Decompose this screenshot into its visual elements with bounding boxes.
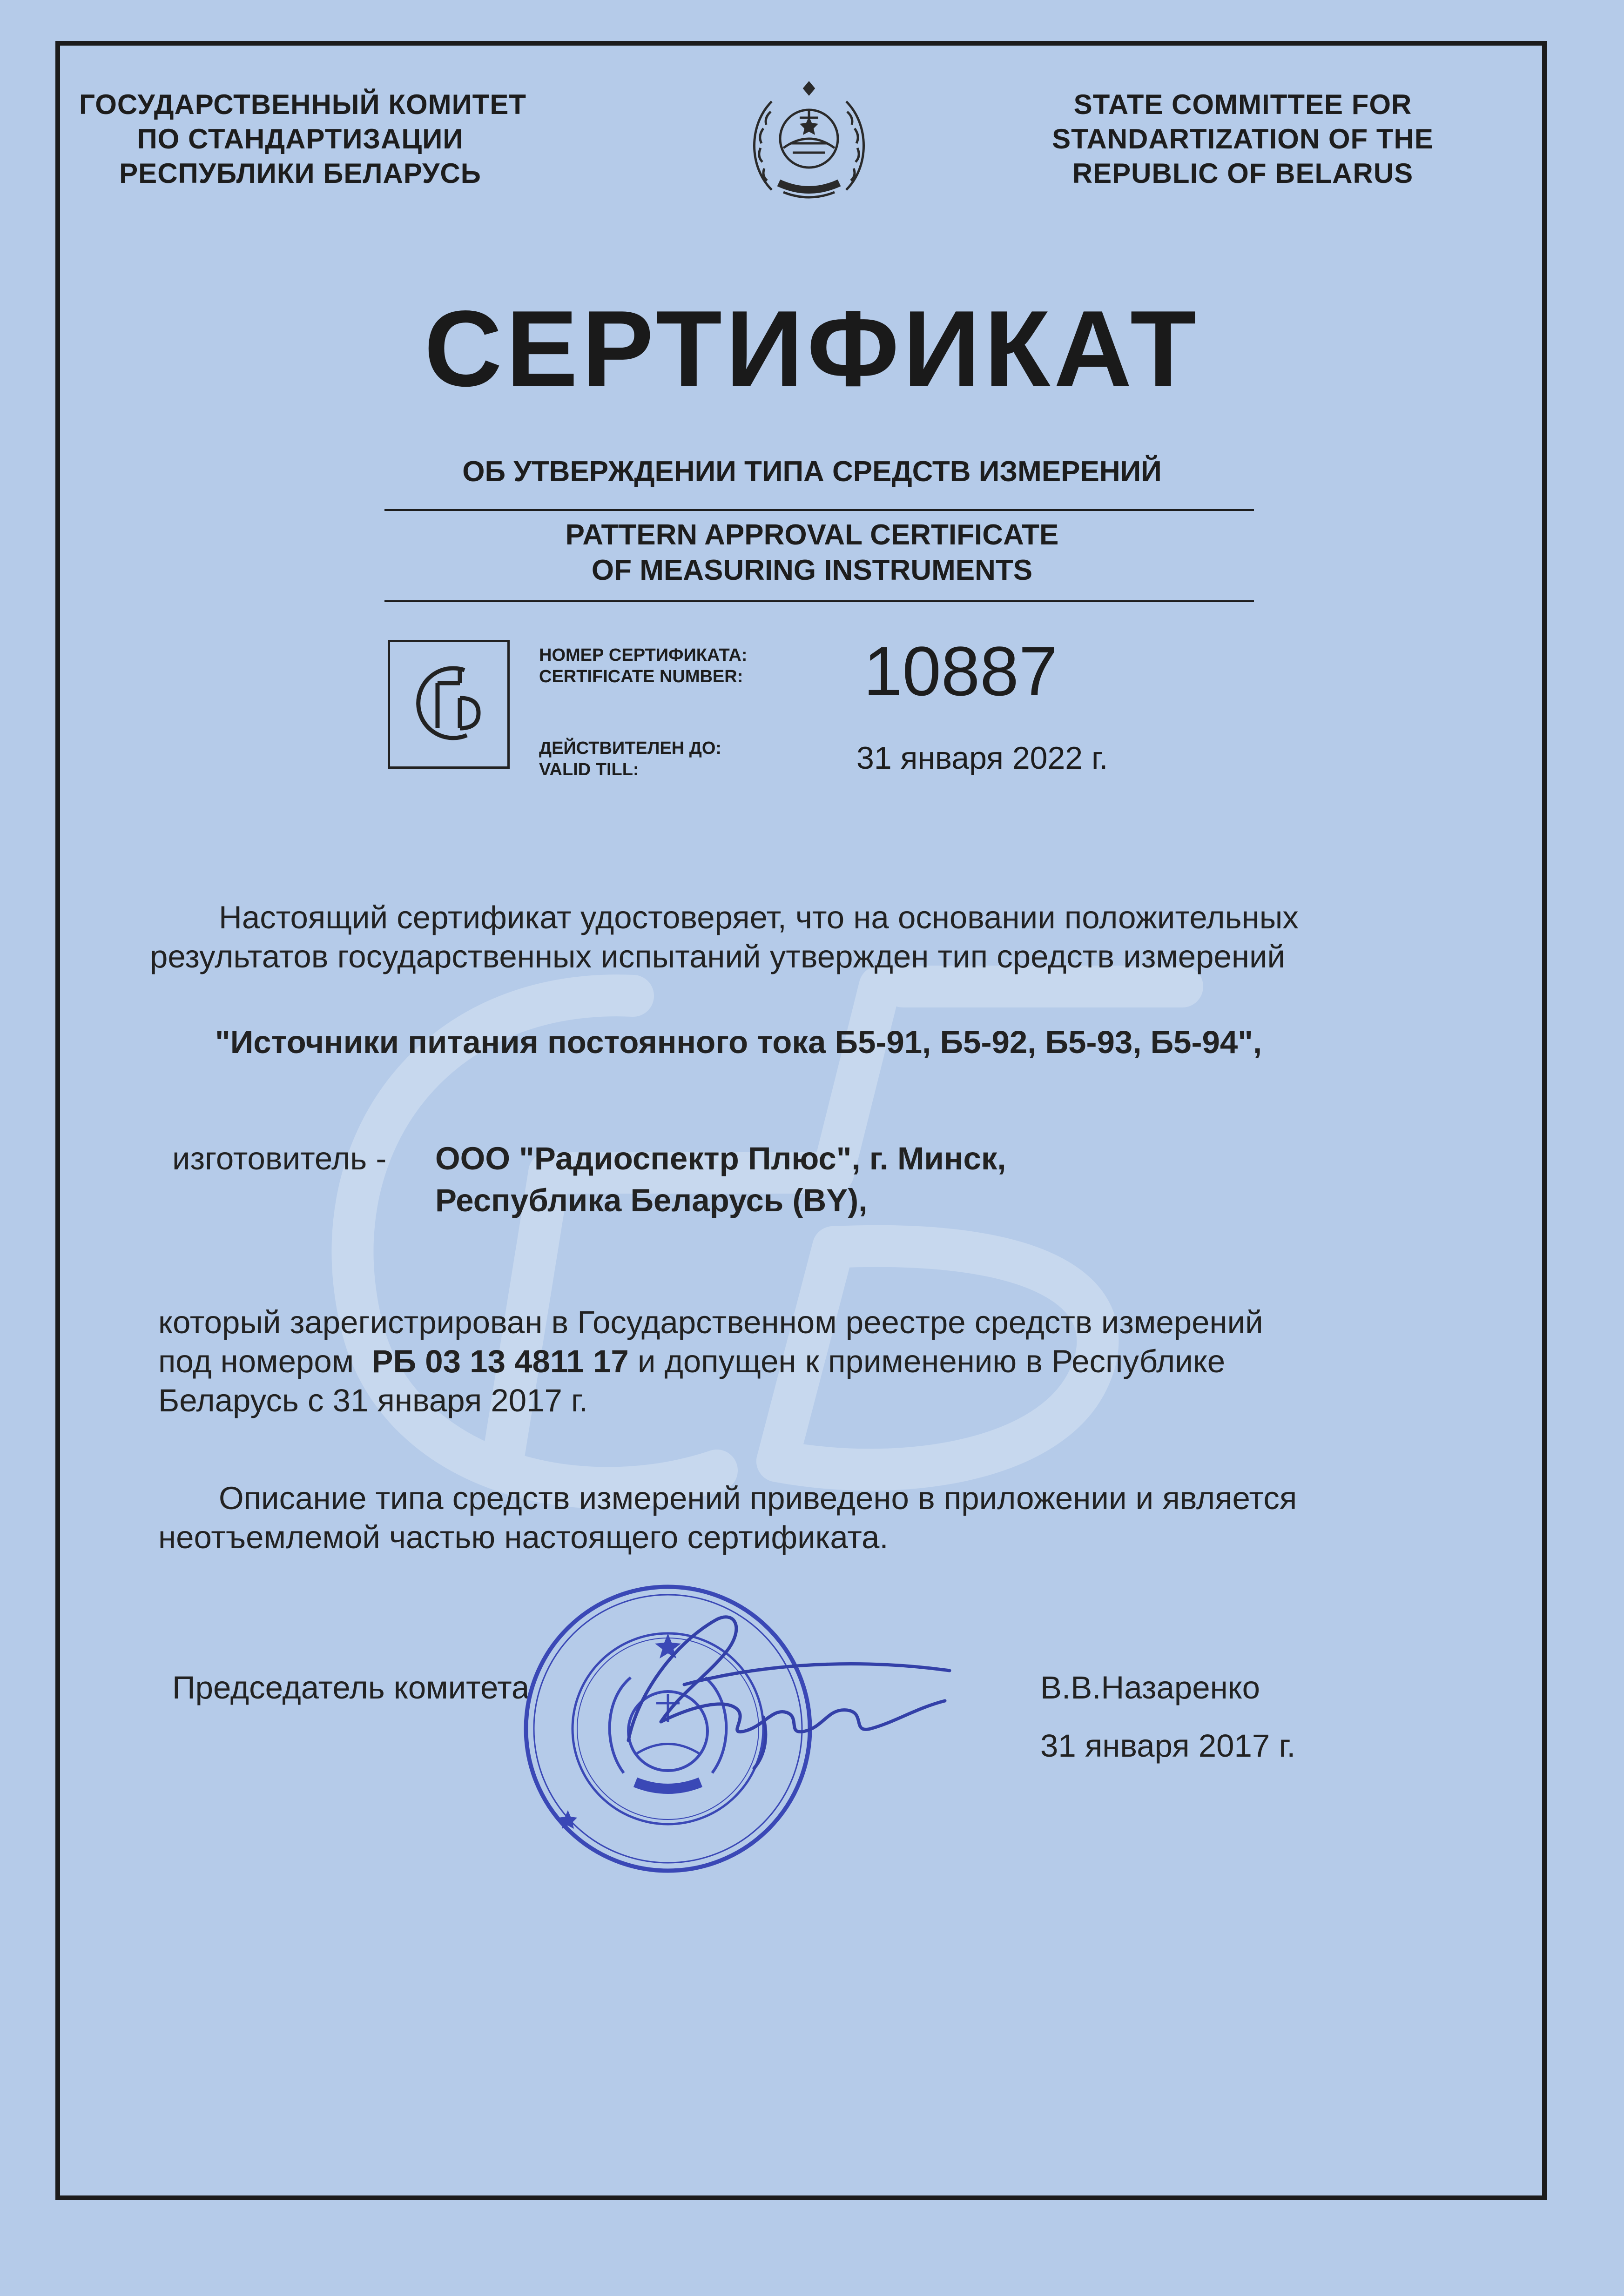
divider — [384, 509, 1254, 511]
intro-line: Настоящий сертификат удостоверяет, что на основании положительных — [219, 900, 1299, 935]
subtitle-en-line: OF MEASURING INSTRUMENTS — [591, 554, 1033, 586]
registry-number: РБ 03 13 4811 17 — [371, 1343, 629, 1379]
description-line: Описание типа средств измерений приведено в приложении и является — [219, 1480, 1297, 1516]
number-label-en: CERTIFICATE NUMBER: — [539, 667, 743, 686]
signatory-position: Председатель комитета — [172, 1670, 530, 1705]
header-ru-line: ПО СТАНДАРТИЗАЦИИ — [137, 123, 464, 154]
signature-date: 31 января 2017 г. — [1040, 1728, 1296, 1764]
page-title: СЕРТИФИКАТ — [424, 289, 1200, 409]
subtitle-en — [0, 517, 1624, 588]
header-en-line: REPUBLIC OF BELARUS — [1072, 158, 1414, 189]
description-line: неотъемлемой частью настоящего сертификата. — [158, 1519, 889, 1555]
handwritten-signature — [568, 1601, 987, 1778]
header-en-line: STATE COMMITTEE FOR — [1073, 89, 1412, 120]
gosstandart-logo-box — [388, 640, 510, 769]
registry-line: который зарегистрирован в Государственном реестре средств измерений — [158, 1304, 1263, 1340]
manufacturer-country: Республика Беларусь (BY), — [435, 1182, 868, 1218]
signatory-name: В.В.Назаренко — [1040, 1670, 1260, 1705]
registry-line — [158, 1342, 1225, 1381]
instrument-name: "Источники питания постоянного тока Б5-91, Б5-92, Б5-93, Б5-94", — [215, 1024, 1262, 1060]
header-en-line: STANDARTIZATION OF THE — [1052, 123, 1434, 154]
certificate-number-label — [539, 644, 747, 687]
valid-till-label — [539, 738, 721, 780]
subtitle-en-line: PATTERN APPROVAL CERTIFICATE — [565, 519, 1059, 551]
belarus-coat-of-arms-icon — [739, 74, 879, 213]
valid-label-en: VALID TILL: — [539, 760, 639, 779]
valid-label-ru: ДЕЙСТВИТЕЛЕН ДО: — [539, 738, 722, 758]
header-ru — [79, 87, 527, 191]
subtitle-ru: ОБ УТВЕРЖДЕНИИ ТИПА СРЕДСТВ ИЗМЕРЕНИЙ — [462, 456, 1162, 488]
manufacturer-name: ООО "Радиоспектр Плюс", г. Минск, — [435, 1141, 1006, 1176]
registry-suffix: и допущен к применению в Республике — [637, 1343, 1226, 1379]
divider — [384, 600, 1254, 602]
number-label-ru: НОМЕР СЕРТИФИКАТА: — [539, 645, 748, 665]
header-ru-line: ГОСУДАРСТВЕННЫЙ КОМИТЕТ — [79, 89, 527, 120]
intro-line: результатов государственных испытаний утвержден тип средств измерений — [150, 939, 1286, 974]
manufacturer-label: изготовитель - — [172, 1141, 387, 1176]
gosstandart-logo-icon — [390, 642, 507, 766]
header-en — [996, 87, 1489, 191]
header-ru-line: РЕСПУБЛИКИ БЕЛАРУСЬ — [119, 158, 481, 189]
certificate-number: 10887 — [863, 632, 1058, 710]
valid-till-date: 31 января 2022 г. — [856, 740, 1108, 776]
registry-prefix: под номером — [158, 1343, 354, 1379]
registry-line: Беларусь с 31 января 2017 г. — [158, 1383, 588, 1418]
